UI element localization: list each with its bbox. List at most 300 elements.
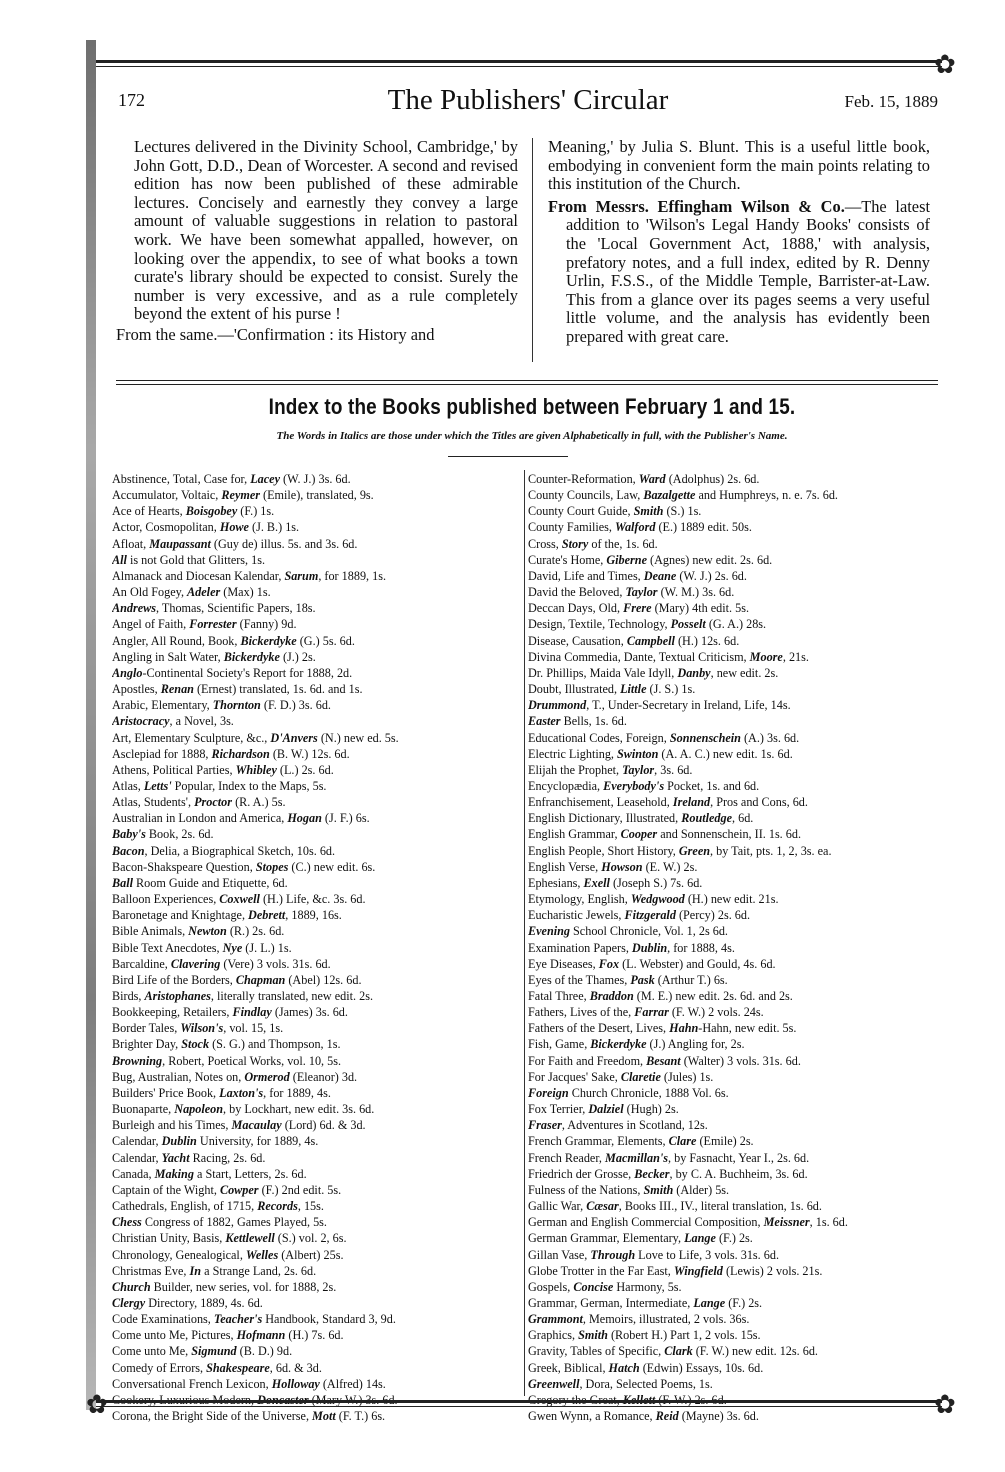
entry-keyword: Bickerdyke [590, 1037, 647, 1052]
entry-details: , Memoirs, illustrated, 2 vols. 36s. [582, 1312, 750, 1327]
index-entry [112, 843, 522, 859]
entry-details: (C.) new edit. 6s. [288, 859, 376, 874]
entry-details: , 6d. & 3d. [269, 1360, 322, 1375]
entry-prefix: Calendar, [112, 1150, 162, 1165]
top-border-rule-thin [96, 66, 942, 67]
entry-prefix: Grammar, German, Intermediate, [528, 1295, 694, 1310]
entry-details: , new edit. 2s. [710, 665, 779, 680]
index-entry [112, 1053, 522, 1069]
entry-prefix: Border Tales, [112, 1021, 181, 1036]
entry-keyword: Lacey [250, 472, 280, 486]
entry-prefix: Barcaldine, [112, 956, 171, 971]
entry-details: (W. J.) 3s. 6d. [280, 472, 351, 486]
entry-prefix: Christian Unity, Basis, [112, 1231, 226, 1246]
entry-keyword: Adeler [187, 585, 221, 600]
entry-keyword: Sigmund [191, 1344, 237, 1359]
entry-details: (S.) vol. 2, 6s. [274, 1231, 347, 1246]
index-entry [528, 568, 942, 584]
entry-keyword: Thornton [212, 698, 261, 713]
entry-keyword: Lange [684, 1231, 716, 1246]
entry-details: (L.) 2s. 6d. [276, 762, 334, 777]
entry-keyword: Macmillan's [605, 1150, 668, 1165]
entry-details: -Hahn, new edit. 5s. [698, 1021, 797, 1036]
index-entry [112, 762, 522, 778]
entry-details: Handbook, Standard 3, 9d. [262, 1312, 396, 1327]
entry-prefix: Friedrich der Grosse, [528, 1166, 635, 1181]
entry-details: is not Gold that Glitters, 1s. [126, 552, 266, 567]
entry-keyword: Wedgwood [630, 892, 685, 907]
entry-keyword: Farrar [634, 1005, 669, 1020]
entry-details: (W. J.) 2s. 6d. [676, 568, 747, 583]
entry-details: , for 1889, 1s. [318, 568, 387, 583]
index-entry [528, 826, 942, 842]
entry-prefix: Apostles, [112, 682, 161, 697]
article-paragraph: Meaning,' by Julia S. Blunt. This is a useful little book, embodying in convenient form the main points relating to this institution of the Church. [548, 137, 930, 194]
entry-details: Church Chronicle, 1888 Vol. 6s. [568, 1085, 729, 1100]
entry-details: (J. B.) 1s. [248, 520, 300, 535]
index-entry [528, 891, 942, 907]
entry-prefix: Design, Textile, Technology, [528, 617, 671, 632]
publication-title: The Publishers' Circular [387, 84, 669, 116]
entry-details: School Chronicle, Vol. 1, 2s 6d. [569, 924, 728, 939]
entry-prefix: Fathers of the Desert, Lives, [528, 1021, 670, 1036]
index-entry [112, 633, 522, 649]
entry-prefix: German Grammar, Elementary, [528, 1231, 685, 1246]
entry-keyword: Shakespeare [206, 1360, 270, 1375]
entry-keyword: Besant [646, 1053, 681, 1068]
entry-keyword: Grammont [528, 1312, 583, 1327]
entry-keyword: Proctor [194, 795, 233, 810]
top-border-rule [96, 60, 942, 63]
entry-details: (Max) 1s. [220, 585, 271, 600]
index-entry [528, 1182, 942, 1198]
index-entry [528, 1069, 942, 1085]
index-entry [112, 859, 522, 875]
entry-details: , 6d. [732, 811, 754, 826]
index-entry [528, 907, 942, 923]
entry-keyword: Howe [219, 520, 249, 535]
entry-details: , by Fasnacht, Year I., 2s. 6d. [668, 1150, 810, 1165]
index-entry [112, 649, 522, 665]
entry-prefix: Chronology, Genealogical, [112, 1247, 246, 1262]
index-entry [112, 1117, 522, 1133]
index-left-column [112, 471, 522, 1424]
entry-keyword: Hogan [287, 811, 322, 826]
entry-prefix: Asclepiad for 1888, [112, 746, 212, 761]
entry-prefix: Educational Codes, Foreign, [528, 730, 670, 745]
entry-details: (J.) Angling for, 2s. [646, 1037, 745, 1052]
entry-keyword: Everybody's [603, 778, 665, 793]
entry-prefix: Deccan Days, Old, [528, 601, 624, 616]
entry-keyword: Clergy [112, 1295, 146, 1310]
index-entry [112, 713, 522, 729]
entry-prefix: Bible Text Anecdotes, [112, 940, 223, 955]
index-entry [112, 552, 522, 568]
entry-prefix: An Old Fogey, [112, 585, 188, 600]
entry-keyword: Richardson [211, 746, 270, 761]
entry-prefix: Atlas, [112, 778, 144, 793]
entry-keyword: Newton [188, 924, 227, 939]
index-entry [528, 1230, 942, 1246]
entry-details: , 21s. [782, 649, 809, 664]
entry-keyword: Kettlewell [225, 1231, 275, 1246]
bottom-border-rule [96, 1400, 942, 1403]
entry-details: (Emile), translated, 9s. [260, 488, 374, 503]
entry-details: (Ernest) translated, 1s. 6d. and 1s. [193, 682, 363, 697]
index-entry [528, 1101, 942, 1117]
entry-details: , Adventures in Scotland, 12s. [561, 1118, 708, 1133]
entry-prefix: Cathedrals, English, of 1715, [112, 1199, 258, 1214]
entry-keyword: Cowper [219, 1182, 259, 1197]
entry-details: (Lord) 6d. & 3d. [281, 1118, 366, 1133]
entry-details: (Lewis) 2 vols. 21s. [722, 1263, 823, 1278]
entry-prefix: David the Beloved, [528, 585, 626, 600]
entry-details: , for 1888, 4s. [667, 940, 735, 955]
entry-prefix: Fatal Three, [528, 989, 590, 1003]
entry-prefix: Eucharistic Jewels, [528, 908, 625, 923]
article-paragraph: Lectures delivered in the Divinity School, Cambridge,' by John Gott, D.D., Dean of Worcester. A second and revised edition has now been published of these admirable lectures. Concisely and earnestly they convey a large amount of valuable suggestions in relation to pastoral work. We have been somewhat appalled, however, on looking over the appendix, to see of what books a town curate's library should be expected to consist. Surely the number is very excessive, and as a rule completely beyond the extent of his purse ! [134, 137, 518, 324]
index-entry [112, 519, 522, 535]
entry-details: , Dora, Selected Poems, 1s. [579, 1376, 713, 1391]
entry-keyword: Bickerdyke [240, 633, 297, 648]
index-entry [112, 794, 522, 810]
entry-prefix: Athens, Political Parties, [112, 762, 236, 777]
entry-keyword: Danby [677, 665, 711, 680]
entry-keyword: Church [112, 1279, 151, 1294]
entry-details: , 1s. 6d. [809, 1215, 848, 1230]
entry-details: (F. T.) 6s. [335, 1409, 386, 1424]
entry-details: Room Guide and Etiquette, 6d. [133, 875, 288, 890]
entry-prefix: Encyclopædia, [528, 778, 604, 793]
entry-details: Builder, new series, vol. for 1888, 2s. [150, 1279, 337, 1294]
index-entry [528, 1020, 942, 1036]
entry-keyword: Stopes [255, 859, 289, 874]
short-rule [448, 456, 568, 457]
index-entry [112, 988, 522, 1004]
entry-prefix: Divina Commedia, Dante, Textual Criticism, [528, 649, 750, 664]
entry-prefix: Ephesians, [528, 875, 584, 890]
entry-keyword: Bickerdyke [223, 649, 280, 664]
corner-ornament-icon: ✿ [934, 1390, 956, 1419]
entry-details: (Percy) 2s. 6d. [675, 908, 751, 923]
index-entry [528, 1004, 942, 1020]
entry-keyword: Laxton's [219, 1085, 264, 1100]
index-entry [112, 730, 522, 746]
entry-details: (B. W.) 12s. 6d. [269, 746, 350, 761]
entry-details: (Abel) 12s. 6d. [285, 972, 362, 987]
index-entry [112, 1376, 522, 1392]
entry-prefix: Almanack and Diocesan Kalendar, [112, 568, 285, 583]
section-rule [116, 384, 938, 385]
entry-prefix: Gillan Vase, [528, 1247, 591, 1262]
entry-details: (H.) 12s. 6d. [674, 633, 740, 648]
entry-keyword: Cæsar [586, 1199, 619, 1214]
entry-details: (F. W.) new edit. 12s. 6d. [692, 1344, 818, 1359]
entry-details: (F.) 2s. [715, 1231, 753, 1246]
entry-prefix: Calendar, [112, 1134, 162, 1149]
entry-keyword: Chess [112, 1215, 142, 1230]
index-entry [112, 1214, 522, 1230]
entry-keyword: Walford [615, 520, 656, 535]
index-entry [528, 519, 942, 535]
entry-prefix: Eye Diseases, [528, 956, 599, 971]
index-entry [112, 907, 522, 923]
entry-prefix: Doubt, Illustrated, [528, 682, 621, 697]
entry-prefix: Afloat, [112, 536, 150, 551]
index-entry [112, 1101, 522, 1117]
index-entry [528, 536, 942, 552]
index-entry [112, 940, 522, 956]
entry-keyword: Fox [598, 956, 620, 971]
entry-keyword: Pask [630, 972, 655, 987]
entry-details: (F.) 2s. [725, 1295, 763, 1310]
entry-prefix: Graphics, [528, 1328, 579, 1343]
entry-keyword: Debrett [248, 908, 286, 923]
entry-prefix: Atlas, Students', [112, 795, 195, 810]
index-entry [112, 1150, 522, 1166]
entry-details: (F.) 1s. [237, 504, 275, 519]
index-heading: Index to the Books published between February 1 and 15. [268, 394, 796, 419]
entry-prefix: Cross, [528, 536, 562, 551]
entry-prefix: Electric Lighting, [528, 746, 618, 761]
entry-details: (R.) 2s. 6d. [226, 924, 285, 939]
entry-keyword: Howson [601, 859, 643, 874]
article-paragraph: From the same.—'Confirmation : its History and [116, 324, 435, 344]
entry-details: Harmony, 5s. [613, 1279, 682, 1294]
index-entry [528, 1327, 942, 1343]
index-entry [112, 1085, 522, 1101]
entry-keyword: Deane [643, 568, 677, 583]
index-entry [528, 1376, 942, 1392]
entry-details: Congress of 1882, Games Played, 5s. [141, 1215, 327, 1230]
entry-prefix: Fox Terrier, [528, 1102, 589, 1117]
entry-keyword: Hahn [669, 1021, 699, 1036]
entry-prefix: Gospels, [528, 1279, 574, 1294]
entry-keyword: Forrester [189, 617, 237, 632]
entry-prefix: Christmas Eve, [112, 1263, 190, 1278]
entry-keyword: Campbell [626, 633, 675, 648]
entry-prefix: Gwen Wynn, a Romance, [528, 1409, 656, 1424]
entry-keyword: All [112, 552, 127, 567]
entry-details: (James) 3s. 6d. [271, 1005, 348, 1020]
index-entry [112, 778, 522, 794]
entry-keyword: Braddon [589, 989, 634, 1003]
entry-keyword: Teacher's [213, 1312, 263, 1327]
index-entry [528, 875, 942, 891]
entry-details: of the, 1s. 6d. [588, 536, 658, 551]
entry-prefix: Canada, [112, 1166, 155, 1181]
index-entry [528, 697, 942, 713]
entry-details: (Arthur T.) 6s. [654, 972, 728, 987]
index-entry [112, 1247, 522, 1263]
index-entry [112, 487, 522, 503]
index-entry [112, 1279, 522, 1295]
entry-keyword: Holloway [271, 1376, 320, 1391]
index-entry [528, 1036, 942, 1052]
index-entry [112, 1230, 522, 1246]
entry-keyword: Routledge [681, 811, 732, 826]
entry-prefix: French Grammar, Elements, [528, 1134, 669, 1149]
entry-details: , Books III., IV., literal translation, 1s. 6d. [618, 1199, 822, 1214]
entry-prefix: English Grammar, [528, 827, 621, 842]
entry-keyword: Hofmann [236, 1328, 286, 1343]
index-entry [528, 600, 942, 616]
article-paragraph [548, 198, 930, 347]
entry-prefix: County Councils, Law, [528, 488, 644, 503]
entry-keyword: Claretie [620, 1069, 661, 1084]
entry-details: (F. W.) 2 vols. 24s. [668, 1005, 764, 1020]
entry-details: , Pros and Cons, 6d. [710, 795, 808, 810]
entry-keyword: In [189, 1263, 202, 1278]
entry-prefix: County Families, [528, 520, 616, 535]
entry-details: Pocket, 1s. and 6d. [664, 778, 760, 793]
entry-keyword: Andrews [112, 601, 157, 616]
entry-details: -Continental Society's Report for 1888, 2d. [142, 665, 353, 680]
bottom-border-rule-thin [96, 1406, 942, 1407]
entry-details: (Vere) 3 vols. 31s. 6d. [220, 956, 331, 971]
entry-prefix: German and English Commercial Composition, [528, 1215, 764, 1230]
entry-details: (L. Webster) and Gould, 4s. 6d. [619, 956, 776, 971]
entry-keyword: Dalziel [588, 1102, 624, 1117]
entry-keyword: Moore [749, 649, 783, 664]
index-entry [528, 616, 942, 632]
entry-prefix: Art, Elementary Sculpture, &c., [112, 730, 271, 745]
index-entry [528, 1117, 942, 1133]
entry-details: Popular, Index to the Maps, 5s. [171, 778, 327, 793]
index-entry [528, 923, 942, 939]
entry-details: (Robert H.) Part 1, 2 vols. 15s. [607, 1328, 761, 1343]
index-entry [112, 1311, 522, 1327]
entry-prefix: Bug, Australian, Notes on, [112, 1069, 245, 1084]
entry-prefix: Actor, Cosmopolitan, [112, 520, 220, 535]
entry-details: (Eleanor) 3d. [289, 1069, 358, 1084]
entry-prefix: Australian in London and America, [112, 811, 288, 826]
entry-details: (Joseph S.) 7s. 6d. [609, 875, 703, 890]
index-entry [528, 584, 942, 600]
paragraph-body: —The latest addition to 'Wilson's Legal Handy Books' consists of the 'Local Government Act, 1888,' with analysis, prefatory notes, and a full index, edited by R. Denny Urlin, F.S.S., of the Middle Temple, Barrister-at-Law. This from a glance over its pages seems a very useful little volume, and the analysis has evidently been prepared with great care. [566, 196, 931, 346]
entry-keyword: Anglo [112, 665, 143, 680]
entry-keyword: Smith [643, 1182, 674, 1197]
index-entry [112, 1020, 522, 1036]
index-entry [528, 810, 942, 826]
index-entry [528, 633, 942, 649]
entry-prefix: French Reader, [528, 1150, 606, 1165]
entry-keyword: Smith [633, 504, 664, 519]
entry-details: a Start, Letters, 2s. 6d. [193, 1166, 307, 1181]
entry-details: (E.) 1889 edit. 50s. [655, 520, 752, 535]
entry-details: (Fanny) 9d. [236, 617, 297, 632]
entry-details: (R. A.) 5s. [232, 795, 286, 810]
entry-prefix: Globe Trotter in the Far East, [528, 1263, 674, 1278]
index-entry [112, 826, 522, 842]
entry-keyword: Dublin [161, 1134, 197, 1149]
entry-details: (G.) 5s. 6d. [296, 633, 355, 648]
entry-details: (B. D.) 9d. [236, 1344, 293, 1359]
entry-keyword: Exell [583, 875, 610, 890]
entry-prefix: Corona, the Bright Side of the Universe, [112, 1409, 313, 1424]
index-entry [528, 794, 942, 810]
entry-keyword: Smith [578, 1328, 608, 1343]
index-entry [112, 810, 522, 826]
index-entry [528, 649, 942, 665]
entry-prefix: Fish, Game, [528, 1037, 591, 1052]
section-rule [116, 380, 938, 381]
index-entry [112, 1182, 522, 1198]
entry-details: (M. E.) new edit. 2s. 6d. and 2s. [633, 989, 793, 1003]
index-entry [112, 471, 522, 487]
entry-prefix: Gallic War, [528, 1199, 587, 1214]
index-entry [528, 730, 942, 746]
entry-keyword: D'Anvers [270, 730, 318, 745]
entry-keyword: Reymer [221, 488, 260, 503]
entry-prefix: English Dictionary, Illustrated, [528, 811, 682, 826]
entry-keyword: Little [620, 682, 647, 697]
entry-keyword: Sarum [284, 568, 319, 583]
entry-details: (Albert) 25s. [278, 1247, 344, 1262]
entry-keyword: Sonnenschein [669, 730, 741, 745]
index-entry [528, 471, 942, 487]
entry-details: , T., Under-Secretary in Ireland, Life, 14s. [586, 698, 791, 713]
entry-prefix: Code Examinations, [112, 1312, 214, 1327]
index-entry [112, 536, 522, 552]
index-entry [112, 1295, 522, 1311]
index-entry [528, 1133, 942, 1149]
entry-keyword: Stock [181, 1037, 210, 1052]
entry-details: , Robert, Poetical Works, vol. 10, 5s. [162, 1053, 342, 1068]
index-entry [112, 972, 522, 988]
index-entry [528, 1360, 942, 1376]
index-entry [528, 1085, 942, 1101]
entry-prefix: Ace of Hearts, [112, 504, 186, 519]
entry-prefix: Captain of the Wight, [112, 1182, 220, 1197]
entry-keyword: Giberne [606, 552, 647, 567]
entry-prefix: Birds, [112, 989, 145, 1003]
entry-prefix: Come unto Me, [112, 1344, 192, 1359]
index-entry [528, 988, 942, 1004]
index-entry [112, 1133, 522, 1149]
index-entry [528, 1343, 942, 1359]
article-right-column [548, 138, 930, 347]
entry-prefix: Come unto Me, Pictures, [112, 1328, 237, 1343]
entry-details: , for 1889, 4s. [263, 1085, 331, 1100]
entry-details: Book, 2s. 6d. [145, 827, 214, 842]
entry-keyword: Lange [693, 1295, 726, 1310]
entry-prefix: Abstinence, Total, Case for, [112, 472, 251, 486]
entry-keyword: Wilson's [180, 1021, 224, 1036]
index-entry [528, 552, 942, 568]
entry-keyword: Ireland [672, 795, 711, 810]
index-entry [112, 1360, 522, 1376]
index-entry [528, 1150, 942, 1166]
entry-details: (F. D.) 3s. 6d. [260, 698, 331, 713]
entry-prefix: Brighter Day, [112, 1037, 182, 1052]
index-entry [528, 1279, 942, 1295]
index-entry [112, 1166, 522, 1182]
entry-details: (J.) 2s. [279, 649, 316, 664]
entry-keyword: Chapman [235, 972, 286, 987]
index-entry [112, 681, 522, 697]
index-entry [112, 697, 522, 713]
entry-details: a Strange Land, 2s. 6d. [201, 1263, 317, 1278]
entry-prefix: Comedy of Errors, [112, 1360, 207, 1375]
entry-prefix: Angling in Salt Water, [112, 649, 224, 664]
issue-date: Feb. 15, 1889 [844, 92, 938, 111]
entry-keyword: Welles [245, 1247, 279, 1262]
entry-details: (S.) 1s. [663, 504, 702, 519]
entry-keyword: Letts' [143, 778, 172, 793]
entry-keyword: Yacht [161, 1150, 190, 1165]
entry-keyword: Aristocracy [112, 714, 170, 729]
